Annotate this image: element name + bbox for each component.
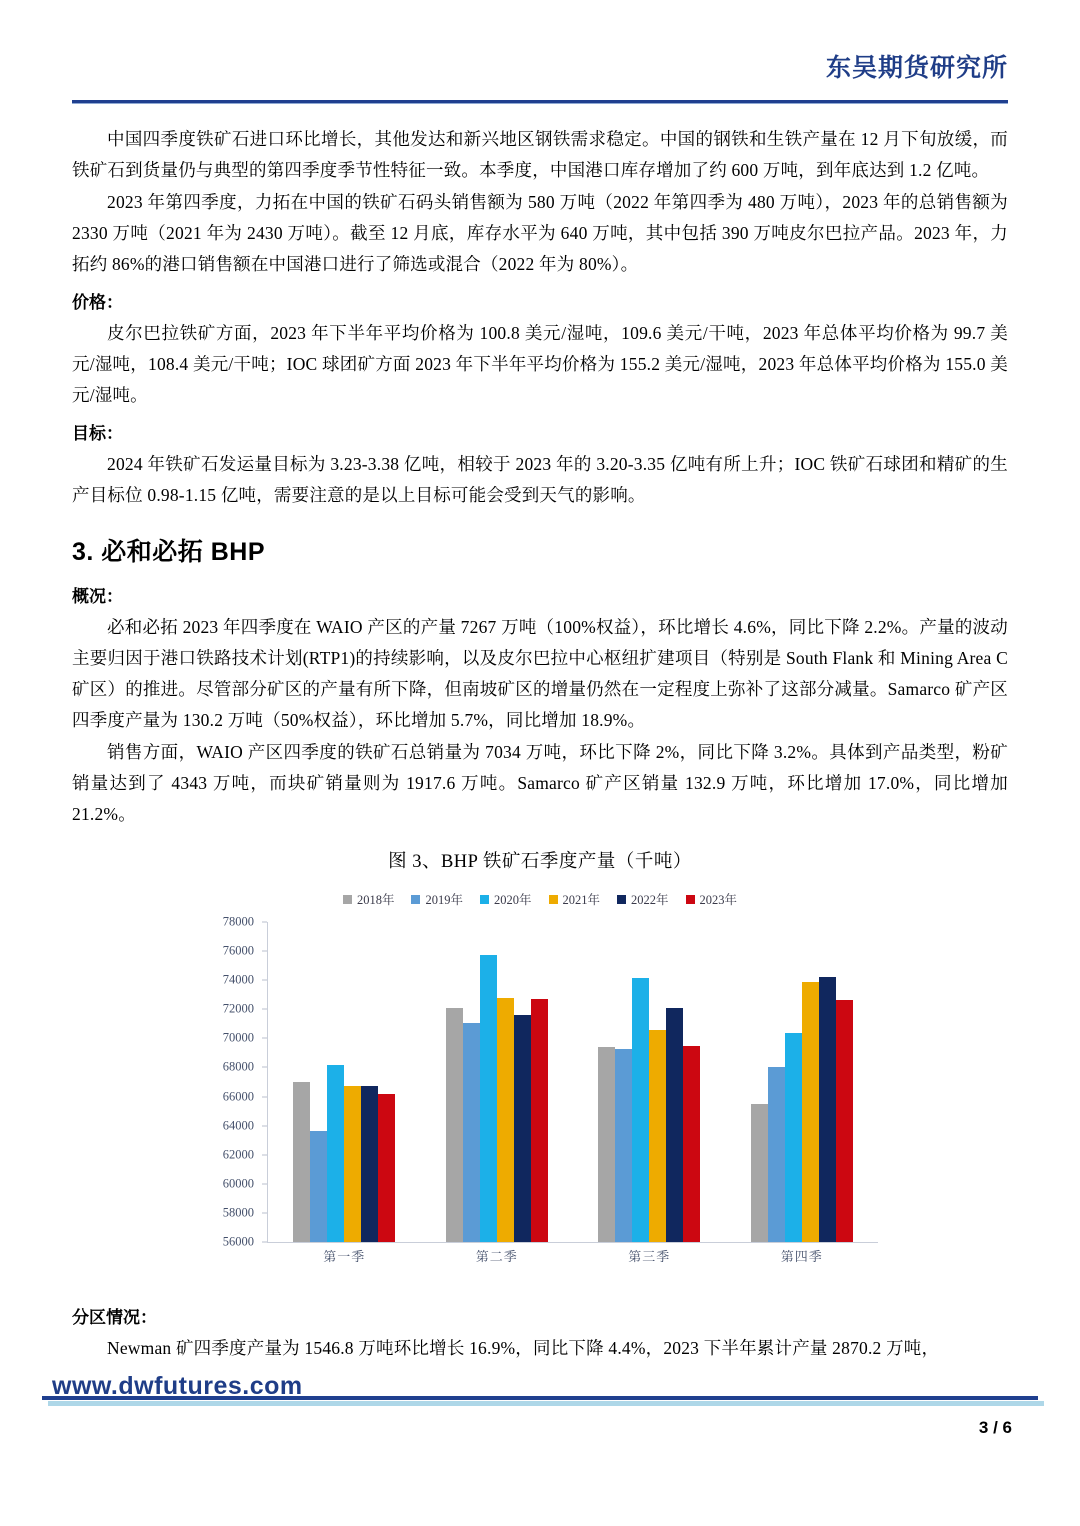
paragraph-price: 皮尔巴拉铁矿方面，2023 年下半年平均价格为 100.8 美元/湿吨，109.6 美元/干吨，2023 年总体平均价格为 99.7 美元/湿吨，108.4 美元/干吨；IOC 球团矿方面 2023 年下半年平均价格为 155.2 美元/湿吨，2023 年总体平均价格为 155.0 美元/湿吨。 [72,323,1008,405]
price-label: 价格： [72,293,123,312]
y-axis-tick-mark [262,1183,267,1184]
legend-item [343,890,395,908]
overview-label: 概况： [72,587,123,606]
paragraph-rio-sales: 2023 年第四季度，力拓在中国的铁矿石码头销售额为 580 万吨（2022 年第四季为 480 万吨），2023 年的总销售额为 2330 万吨（2021 年为 2430 万吨）。截至 12 月底，库存水平为 640 万吨，其中包括 390 万吨皮尔巴拉产品。2023 年，力拓约 86%的港口销售额在中国港口进行了筛选或混合（2022 年为 80%）。 [72,192,1008,274]
y-axis-tick-mark [262,1212,267,1213]
legend-label: 2020年 [493,893,532,907]
y-axis-tick-mark [262,1038,267,1039]
bar [327,1065,344,1242]
legend-item [549,890,601,908]
paragraph-target: 2024 年铁矿石发运量目标为 3.23-3.38 亿吨，相较于 2023 年的 3.20-3.35 亿吨有所上升；IOC 铁矿石球团和精矿的生产目标位 0.98-1.15 亿吨，需要注意的是以上目标可能会受到天气的影响。 [72,454,1008,505]
page-number: 3 / 6 [978,1418,1012,1437]
legend-swatch-icon [480,895,489,904]
footer-divider-light [48,1401,1044,1406]
institution-title: 东吴期货研究所 [825,54,1008,82]
y-axis-tick-label: 62000 [222,1147,254,1162]
y-axis-tick-label: 64000 [222,1118,254,1133]
y-axis-tick-label: 56000 [222,1234,254,1249]
legend-swatch-icon [411,895,420,904]
bar [293,1082,310,1242]
y-axis-tick-mark [262,1009,267,1010]
legend-item [480,890,532,908]
page-header [0,0,1080,104]
bar [531,999,548,1242]
bar-group [268,922,421,1242]
page-footer [0,1356,1080,1526]
x-axis-tick-label: 第一季 [323,1249,366,1264]
y-axis-tick-label: 68000 [222,1059,254,1074]
bar-group [421,922,574,1242]
bar [615,1049,632,1242]
y-axis-tick-mark [262,1154,267,1155]
y-axis-tick-label: 74000 [222,972,254,987]
y-axis-tick-mark [262,951,267,952]
legend-swatch-icon [549,895,558,904]
x-axis-labels [268,1246,878,1265]
bar [819,977,836,1242]
region-label: 分区情况： [72,1308,157,1327]
y-axis-tick-label: 72000 [222,1001,254,1016]
x-axis-tick-label: 第二季 [475,1249,518,1264]
bar-group [573,922,726,1242]
bar [785,1033,802,1242]
y-axis-tick-mark [262,1096,267,1097]
legend-item [411,890,463,908]
legend-label: 2022年 [631,893,669,907]
y-axis [200,914,262,1249]
chart-legend [72,890,1008,908]
bar [632,978,649,1242]
legend-swatch-icon [617,895,626,904]
bar [361,1086,378,1242]
x-axis-tick-label: 第四季 [780,1249,823,1264]
y-axis-tick-mark [262,1067,267,1068]
figure-bhp-quarterly-output [72,848,1008,1278]
chart-plot-area [200,914,880,1278]
y-axis-tick-label: 76000 [222,943,254,958]
bar [497,998,514,1242]
bar [666,1008,683,1242]
bar [683,1046,700,1242]
footer-website-url[interactable]: www.dwfutures.com [52,1372,303,1400]
bar [598,1047,615,1242]
legend-label: 2023年 [699,893,738,907]
y-axis-tick-mark [262,922,267,923]
paragraph-bhp-production: 必和必拓 2023 年四季度在 WAIO 产区的产量 7267 万吨（100%权益），环比增长 4.6%，同比下降 2.2%。产量的波动主要归因于港口铁路技术计划(RTP1)的持续影响，以及皮尔巴拉中心枢纽扩建项目（特别是 South Flank 和 Mining Area C 矿区）的推进。尽管部分矿区的产量有所下降，但南坡矿区的增量仍然在一定程度上弥补了这部分减量。Samarco 矿产区四季度产量为 130.2 万吨（50%权益），环比增加 5.7%，同比增加 18.9%。 [72,617,1008,730]
y-axis-tick-label: 78000 [222,914,254,929]
bar [344,1086,361,1242]
legend-item [686,890,738,908]
y-axis-tick-label: 58000 [222,1205,254,1220]
y-axis-tick-label: 66000 [222,1089,254,1104]
legend-label: 2019年 [425,893,463,907]
bar [768,1067,785,1242]
bar-group [726,922,879,1242]
y-axis-tick-label: 60000 [222,1176,254,1191]
legend-swatch-icon [686,895,695,904]
section-heading-bhp: 3. 必和必拓 BHP [72,538,266,566]
bar [649,1030,666,1242]
y-axis-tick-mark [262,1125,267,1126]
y-axis-tick-mark [262,1242,267,1243]
bar [480,955,497,1242]
bar [310,1131,327,1242]
chart-bars [268,922,878,1242]
paragraph-bhp-sales: 销售方面，WAIO 产区四季度的铁矿石总销量为 7034 万吨，环比下降 2%，同比下降 3.2%。具体到产品类型，粉矿销量达到了 4343 万吨，而块矿销量则为 1917.6 万吨。Samarco 矿产区销量 132.9 万吨，环比增加 17.0%，同比增加 21.2%。 [72,742,1008,824]
y-axis-tick-mark [262,980,267,981]
bar [446,1008,463,1242]
bar [751,1104,768,1242]
x-axis-line [267,1242,878,1243]
target-label: 目标： [72,424,123,443]
figure-title: 图 3、BHP 铁矿石季度产量（千吨） [388,852,692,872]
header-divider-thin [72,103,1008,104]
bar [514,1015,531,1242]
document-content [72,124,1008,1365]
y-axis-tick-label: 70000 [222,1030,254,1045]
legend-label: 2018年 [356,893,395,907]
legend-label: 2021年 [562,893,601,907]
legend-swatch-icon [343,895,352,904]
paragraph-import-overview: 中国四季度铁矿石进口环比增长，其他发达和新兴地区钢铁需求稳定。中国的钢铁和生铁产量在 12 月下旬放缓，而铁矿石到货量仍与典型的第四季度季节性特征一致。本季度，中国港口库存增加了约 600 万吨，到年底达到 1.2 亿吨。 [72,129,1008,180]
bar [802,982,819,1242]
legend-item [617,890,669,908]
bar [836,1000,853,1242]
bar [378,1094,395,1242]
bar [463,1023,480,1242]
x-axis-tick-label: 第三季 [628,1249,671,1264]
paragraph-newman: Newman 矿四季度产量为 1546.8 万吨环比增长 16.9%，同比下降 4.4%，2023 下半年累计产量 2870.2 万吨， [107,1338,940,1358]
